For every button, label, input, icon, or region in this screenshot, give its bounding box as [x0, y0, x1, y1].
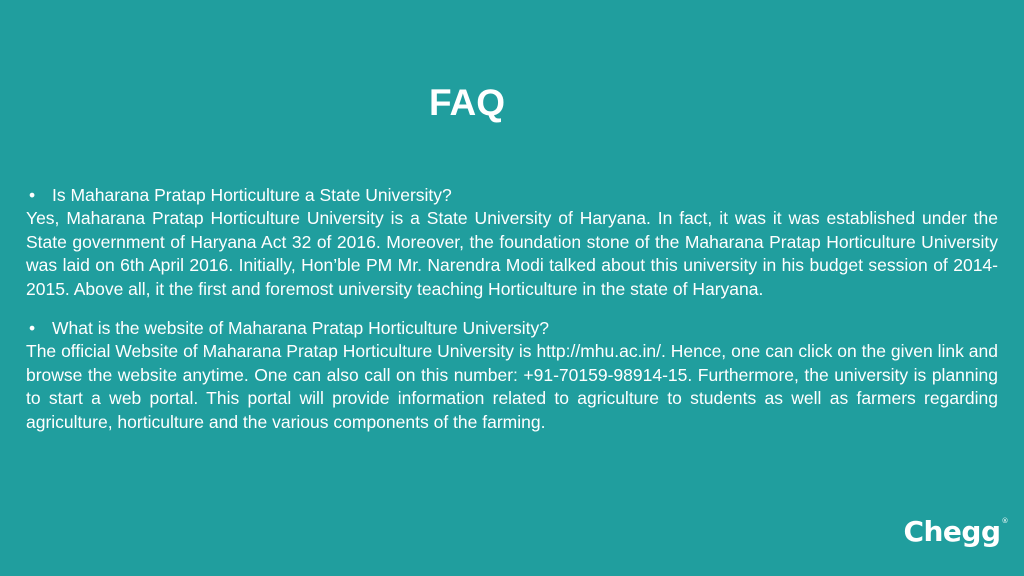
faq-answer: The official Website of Maharana Pratap Horticulture University is http://mhu.ac.in/. Hence, one can click on the given link and browse the website anytime. One can also call on this number: +91-70159-98914-15. Furthermore, the university is planning to start a web portal. This portal will provide information related to agriculture to students as well as farmers regarding agriculture, horticulture and the various components of the farming. — [26, 341, 998, 432]
bullet-icon: • — [29, 185, 36, 205]
faq-item — [26, 184, 998, 301]
faq-question — [26, 317, 998, 340]
bullet-icon: • — [29, 318, 36, 338]
faq-question — [26, 184, 998, 207]
slide-title: FAQ — [428, 82, 506, 123]
registered-mark-icon: ® — [1001, 517, 1008, 525]
faq-answer: Yes, Maharana Pratap Horticulture University is a State University of Haryana. In fact, it was it was established under the State government of Haryana Act 32 of 2016. Moreover, the foundation stone of the Maharana Pratap Horticulture University was laid on 6th April 2016. Initially, Hon’ble PM Mr. Narendra Modi talked about this university in his budget session of 2014-2015. Above all, it the first and foremost university teaching Horticulture in the state of Haryana. — [26, 208, 998, 299]
faq-item — [26, 317, 998, 434]
question-text: Is Maharana Pratap Horticulture a State University? — [52, 185, 452, 205]
chegg-logo — [903, 515, 1008, 548]
logo-text: Chegg — [903, 515, 1001, 548]
question-text: What is the website of Maharana Pratap Horticulture University? — [52, 318, 550, 338]
faq-list — [26, 184, 998, 450]
